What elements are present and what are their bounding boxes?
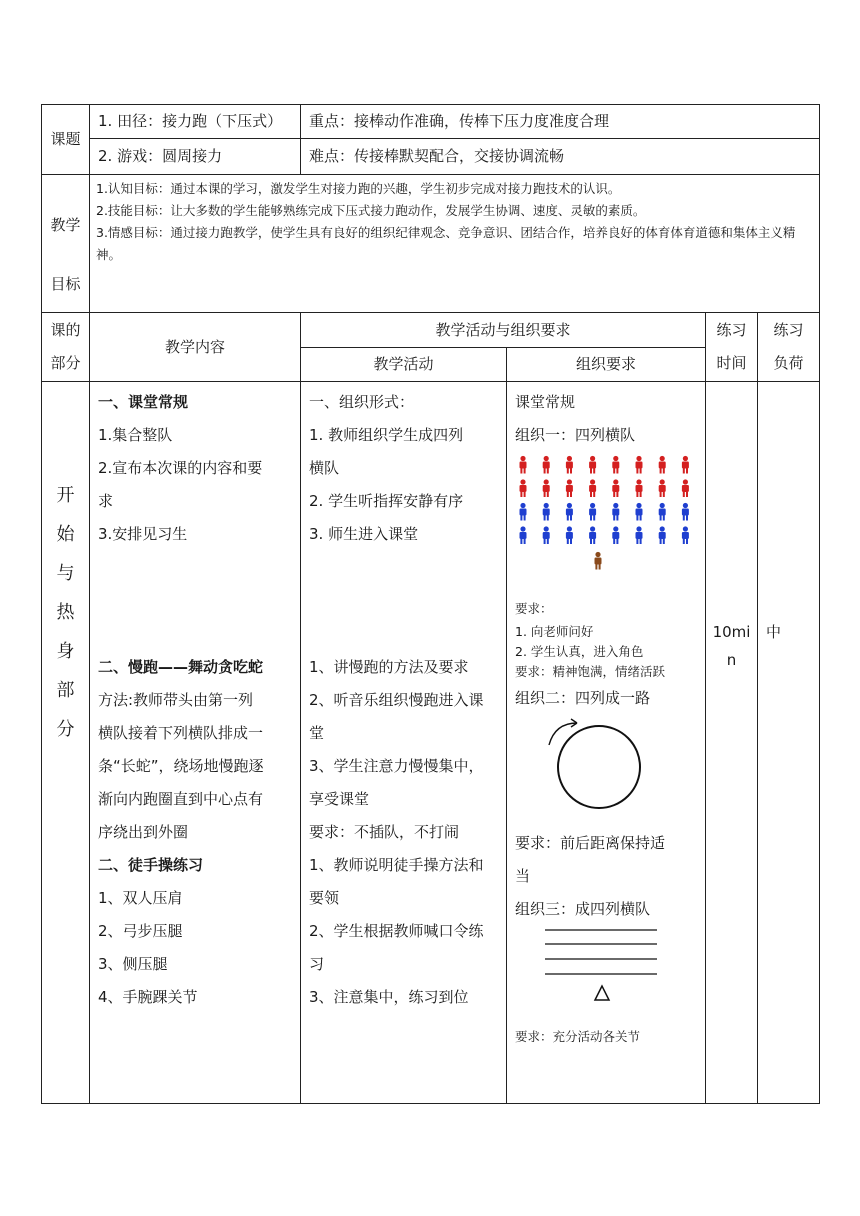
lesson-plan-table [41, 104, 820, 1104]
load-value: 中 [758, 382, 820, 1104]
requirement-three: 要求：充分活动各关节 [515, 1029, 641, 1044]
requirement-label: 要求： [515, 601, 553, 616]
load-header-line: 练习 [773, 321, 804, 339]
student-figure-icon [659, 479, 666, 497]
activity-line: 横队 [309, 459, 340, 477]
student-figure-icon [543, 503, 550, 521]
activity-line: 享受课堂 [309, 790, 370, 808]
routine-title: 一、课堂常规 [98, 393, 189, 411]
activity-line: 一、组织形式： [309, 393, 415, 411]
activity-line: 3、注意集中，练习到位 [309, 988, 469, 1006]
exercise-item: 2、弓步压腿 [98, 922, 183, 940]
student-figure-icon [636, 526, 643, 544]
activity-line: 2、学生根据教师喊口令练 [309, 922, 484, 940]
part-header-line: 课的 [50, 321, 81, 339]
student-figure-icon [612, 526, 619, 544]
part-column [42, 382, 90, 1104]
exercise-item: 3、侧压腿 [98, 955, 168, 973]
student-figure-icon [636, 456, 643, 474]
student-figure-icon [636, 479, 643, 497]
objectives-list [90, 175, 820, 313]
student-figure-icon [612, 503, 619, 521]
student-figure-icon [543, 526, 550, 544]
activity-line: 2. 学生听指挥安静有序 [309, 492, 464, 510]
student-figure-icon [682, 526, 689, 544]
part-header-line: 部分 [50, 354, 81, 372]
activity-line: 要领 [309, 889, 340, 907]
student-figure-icon [520, 456, 527, 474]
student-figure-icon [682, 479, 689, 497]
activity-line: 2、听音乐组织慢跑进入课 [309, 691, 484, 709]
student-figure-icon [659, 503, 666, 521]
part-char: 身 [56, 641, 75, 662]
time-value: 10mi [712, 623, 751, 641]
activity-header: 教学活动 [301, 348, 507, 382]
part-char: 始 [56, 524, 75, 545]
objectives-label-bottom: 目标 [50, 275, 81, 293]
jog-title: 二、慢跑——舞动贪吃蛇 [98, 658, 264, 676]
jog-line: 条“长蛇”，绕场地慢跑逐 [98, 757, 264, 775]
part-char: 分 [56, 719, 75, 740]
student-figure-icon [543, 479, 550, 497]
student-figure-icon [682, 503, 689, 521]
student-figure-icon [612, 479, 619, 497]
objective-item: 1.认知目标：通过本课的学习，激发学生对接力跑的兴趣，学生初步完成对接力跑技术的认识。 [96, 181, 621, 196]
activity-line: 堂 [309, 724, 325, 742]
activity-line: 1、教师说明徒手操方法和 [309, 856, 484, 874]
student-figure-icon [612, 456, 619, 474]
student-figure-icon [636, 503, 643, 521]
exercise-title: 二、徒手操练习 [98, 856, 204, 874]
routine-item: 求 [98, 492, 114, 510]
time-column [706, 382, 758, 1104]
part-char: 与 [56, 563, 75, 584]
routine-item: 2.宣布本次课的内容和要 [98, 459, 263, 477]
topic-label: 课题 [42, 105, 90, 175]
activity-line: 3. 师生进入课堂 [309, 525, 419, 543]
jog-line: 渐向内跑圈直到中心点有 [98, 790, 264, 808]
student-figure-icon [566, 456, 573, 474]
routine-item: 1.集合整队 [98, 426, 173, 444]
student-figure-icon [589, 503, 596, 521]
circle-run-diagram [515, 715, 695, 815]
activity-line: 习 [309, 955, 325, 973]
organization-header: 组织要求 [507, 348, 706, 382]
teacher-figure-icon [595, 552, 602, 570]
load-header [758, 313, 820, 382]
student-figure-icon [659, 526, 666, 544]
activity-group-header: 教学活动与组织要求 [301, 313, 706, 348]
teacher-triangle-icon [595, 986, 609, 1000]
requirement-two: 当 [515, 867, 531, 885]
jog-line: 横队接着下列横队排成一 [98, 724, 264, 742]
routine-heading: 课堂常规 [515, 393, 576, 411]
student-figure-icon [520, 503, 527, 521]
time-header-line: 练习 [716, 321, 747, 339]
content-column [90, 382, 301, 1104]
student-figure-icon [589, 479, 596, 497]
requirement-item: 要求：精神饱满，情绪活跃 [515, 664, 666, 679]
load-header-line: 负荷 [773, 354, 804, 372]
student-figure-icon [682, 456, 689, 474]
student-figure-icon [520, 526, 527, 544]
exercise-item: 4、手腕踝关节 [98, 988, 198, 1006]
time-header [706, 313, 758, 382]
student-figure-icon [566, 503, 573, 521]
jog-line: 方法:教师带头由第一列 [98, 691, 254, 709]
activity-line: 3、学生注意力慢慢集中， [309, 757, 484, 775]
student-figure-icon [659, 456, 666, 474]
student-figure-icon [566, 526, 573, 544]
requirement-item: 1. 向老师问好 [515, 624, 594, 639]
student-figure-icon [520, 479, 527, 497]
activity-line: 要求：不插队，不打闹 [309, 823, 460, 841]
routine-item: 3.安排见习生 [98, 525, 188, 543]
student-figure-icon [543, 456, 550, 474]
objectives-label-top: 教学 [50, 216, 81, 234]
topic-item-2: 2. 游戏：圆周接力 [90, 139, 301, 175]
org-three-label: 组织三：成四列横队 [515, 900, 651, 918]
objective-item: 3.情感目标：通过接力跑教学，使学生具有良好的组织纪律观念、竞争意识、团结合作，培养良好的体育体育道德和集体主义精神。 [96, 225, 796, 262]
org-two-label: 组织二：四列成一路 [515, 689, 651, 707]
organization-column [507, 382, 706, 1104]
requirement-two: 要求：前后距离保持适 [515, 834, 666, 852]
org-one-label: 组织一：四列横队 [515, 426, 636, 444]
key-point: 重点：接棒动作准确，传棒下压力度准度合理 [301, 105, 820, 139]
activity-column [301, 382, 507, 1104]
part-char: 部 [56, 680, 75, 701]
objectives-label [42, 175, 90, 313]
part-header [42, 313, 90, 382]
content-header: 教学内容 [90, 313, 301, 382]
four-lines-diagram [515, 926, 695, 1006]
objective-item: 2.技能目标：让大多数的学生能够熟练完成下压式接力跑动作，发展学生协调、速度、灵敏的素质。 [96, 203, 646, 218]
time-value: n [726, 651, 737, 669]
student-figure-icon [589, 526, 596, 544]
activity-line: 1. 教师组织学生成四列 [309, 426, 464, 444]
exercise-item: 1、双人压肩 [98, 889, 183, 907]
circle-track-icon [558, 726, 640, 808]
topic-item-1: 1. 田径：接力跑（下压式） [90, 105, 301, 139]
time-header-line: 时间 [716, 354, 747, 372]
student-figure-icon [589, 456, 596, 474]
requirement-item: 2. 学生认真，进入角色 [515, 644, 644, 659]
four-row-formation-diagram [515, 452, 695, 580]
difficulty: 难点：传接棒默契配合，交接协调流畅 [301, 139, 820, 175]
student-figure-icon [566, 479, 573, 497]
jog-line: 序绕出到外圈 [98, 823, 189, 841]
activity-line: 1、讲慢跑的方法及要求 [309, 658, 469, 676]
part-char: 开 [56, 485, 75, 506]
part-char: 热 [56, 602, 75, 623]
